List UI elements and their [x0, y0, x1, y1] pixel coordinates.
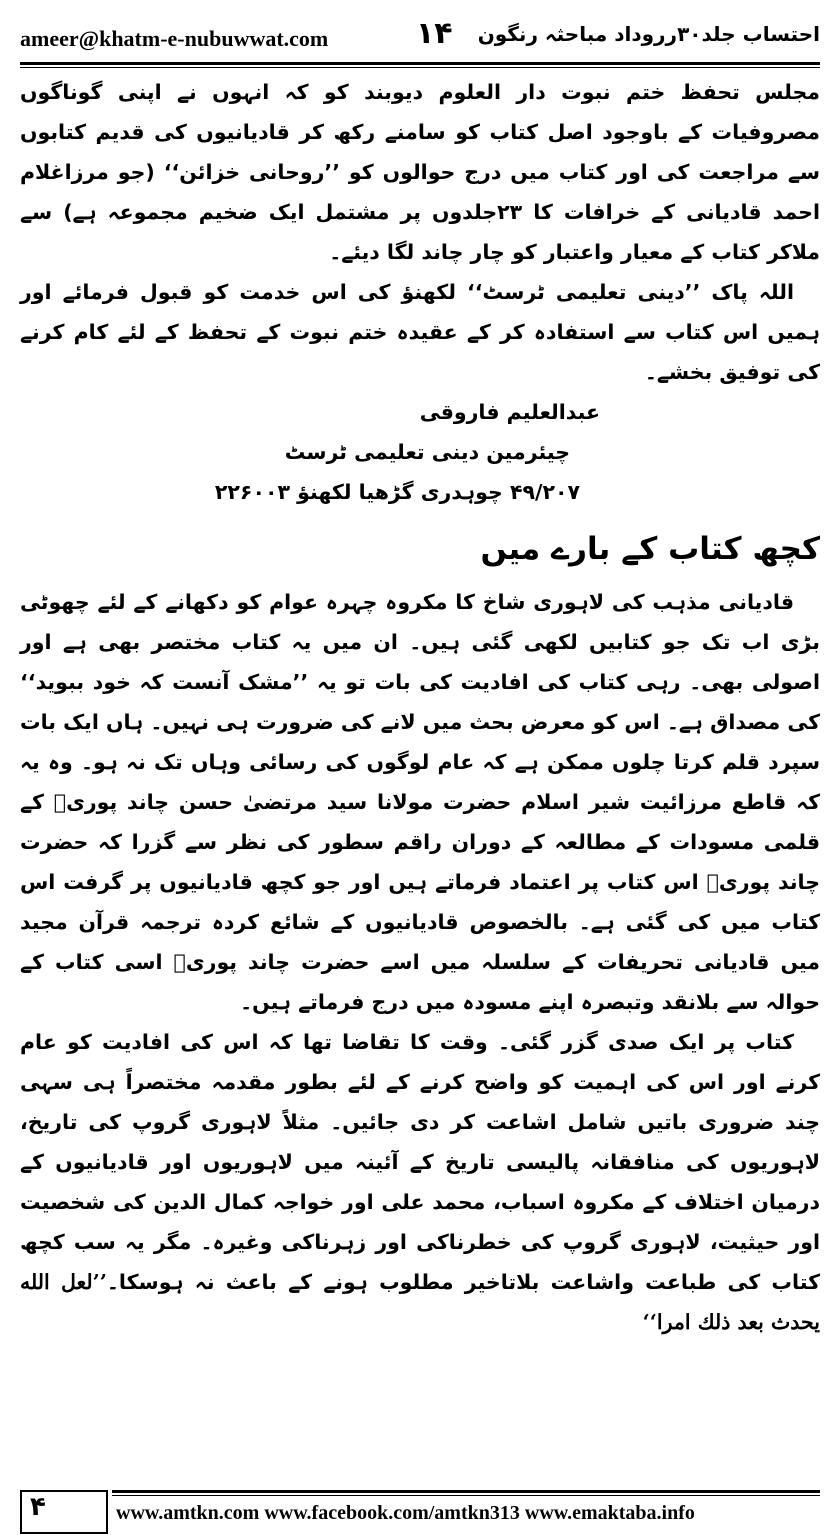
- intro-paragraph: مجلس تحفظ ختم نبوت دار العلوم دیوبند کو کہ انہوں نے اپنی گوناگوں مصروفیات کے باوجود اصل کتاب کو سامنے رکھ کر قادیانیوں کی قدیم کتابوں سے مراجعت کی اور کتاب میں درج حوالوں کو ’’روحانی خزائن‘‘ (جو مرزاغلام احمد قادیانی کے خرافات کا ۲۳جلدوں پر مشتمل ایک ضخیم مجموعہ ہے) سے ملاکر کتاب کے معیار واعتبار کو چار چاند لگا دیئے۔: [20, 80, 820, 264]
- footer-page-marker: ۴: [30, 1492, 46, 1522]
- signature-name: عبدالعلیم فاروقی: [419, 400, 600, 424]
- section-paragraph-2-text: کتاب پر ایک صدی گزر گئی۔ وقت کا تقاضا تھا کہ اس کی افادیت کو عام کرنے اور اس کی اہمیت کو واضح کرنے کے لئے بطور مقدمہ مختصراً ہی سہی چند ضروری باتیں شامل اشاعت کر دی جائیں۔ مثلاً لاہوری گروپ کی تاریخ، لاہوریوں کی منافقانہ پالیسی تاریخ کے آئینہ میں لاہوریوں اور قادیانیوں کے درمیان اختلاف کے مکروہ اسباب، محمد علی اور خواجہ کمال الدین کی شخصیت اور حیثیت، لاہوری گروپ کی خطرناکی اور زہرناکی وغیرہ۔ مگر یہ سب کچھ کتاب کی طباعت واشاعت بلاتاخیر مطلوب ہونے کے باعث نہ ہوسکا۔: [20, 1030, 820, 1294]
- signature-designation: چیئرمین دینی تعلیمی ٹرسٹ: [284, 440, 570, 464]
- section-paragraph-2: [20, 1022, 820, 1342]
- page-footer: [20, 1490, 820, 1536]
- header-email: ameer@khatm-e-nubuwwat.com: [20, 26, 329, 51]
- page-header: [20, 14, 820, 60]
- footer-divider-thin: [112, 1495, 820, 1496]
- section-paragraph: قادیانی مذہب کی لاہوری شاخ کا مکروہ چہرہ عوام کو دکھانے کے لئے چھوٹی بڑی اب تک جو کتابیں لکھی گئی ہیں۔ ان میں یہ کتاب مختصر بھی ہے اور اصولی بھی۔ رہی کتاب کی افادیت کی بات تو یہ ’’مشک آنست کہ خود ببوید‘‘ کی مصداق ہے۔ اس کو معرض بحث میں لانے کی ضرورت ہی نہیں۔ ہاں ایک بات سپرد قلم کرتا چلوں ممکن ہے کہ عام لوگوں کی رسائی وہاں تک نہ ہو۔ وہ یہ کہ قاطع مرزائیت شیر اسلام حضرت مولانا سید مرتضیٰ حسن چاند پوریؒ کے قلمی مسودات کے مطالعہ کے دوران راقم سطور کی نظر سے گزرا کہ حضرت چاند پوریؒ اس کتاب پر اعتماد فرماتے ہیں اور جو کچھ قادیانیوں پر گرفت اس کتاب میں کی گئی ہے۔ بالخصوص قادیانیوں کے شائع کردہ ترجمہ قرآن مجید میں قادیانی تحریفات کے سلسلہ میں اسے حضرت چاند پوریؒ اسی کتاب کے حوالہ سے بلانقد وتبصرہ اپنے مسودہ میں درج فرماتے ہیں۔: [20, 590, 821, 1014]
- footer-page-box: [20, 1490, 108, 1534]
- footer-links: www.amtkn.com www.facebook.com/amtkn313 www.emaktaba.info: [116, 1502, 695, 1524]
- header-page-number: ۱۴: [416, 16, 453, 51]
- page-body: [20, 72, 820, 1342]
- header-divider: [20, 62, 820, 69]
- intro-paragraph-prayer: اللہ پاک ’’دینی تعلیمی ٹرسٹ‘‘ لکھنؤ کی اس خدمت کو قبول فرمائے اور ہمیں اس کتاب سے استفادہ کر کے عقیدہ ختم نبوت کے تحفظ کے لئے کام کرنے کی توفیق بخشے۔: [20, 280, 820, 384]
- signature-address: ۴۹/۲۰۷ چوہدری گڑھیا لکھنؤ ۲۲۶۰۰۳: [214, 480, 580, 504]
- section-heading: کچھ کتاب کے بارے میں: [480, 531, 820, 567]
- footer-divider: [112, 1490, 820, 1493]
- header-book-title: احتساب جلد۳۰رروداد مباحثہ رنگون: [477, 22, 820, 46]
- arabic-quote: ’’لعل الله يحدث بعد ذلك امرا‘‘: [20, 1270, 820, 1334]
